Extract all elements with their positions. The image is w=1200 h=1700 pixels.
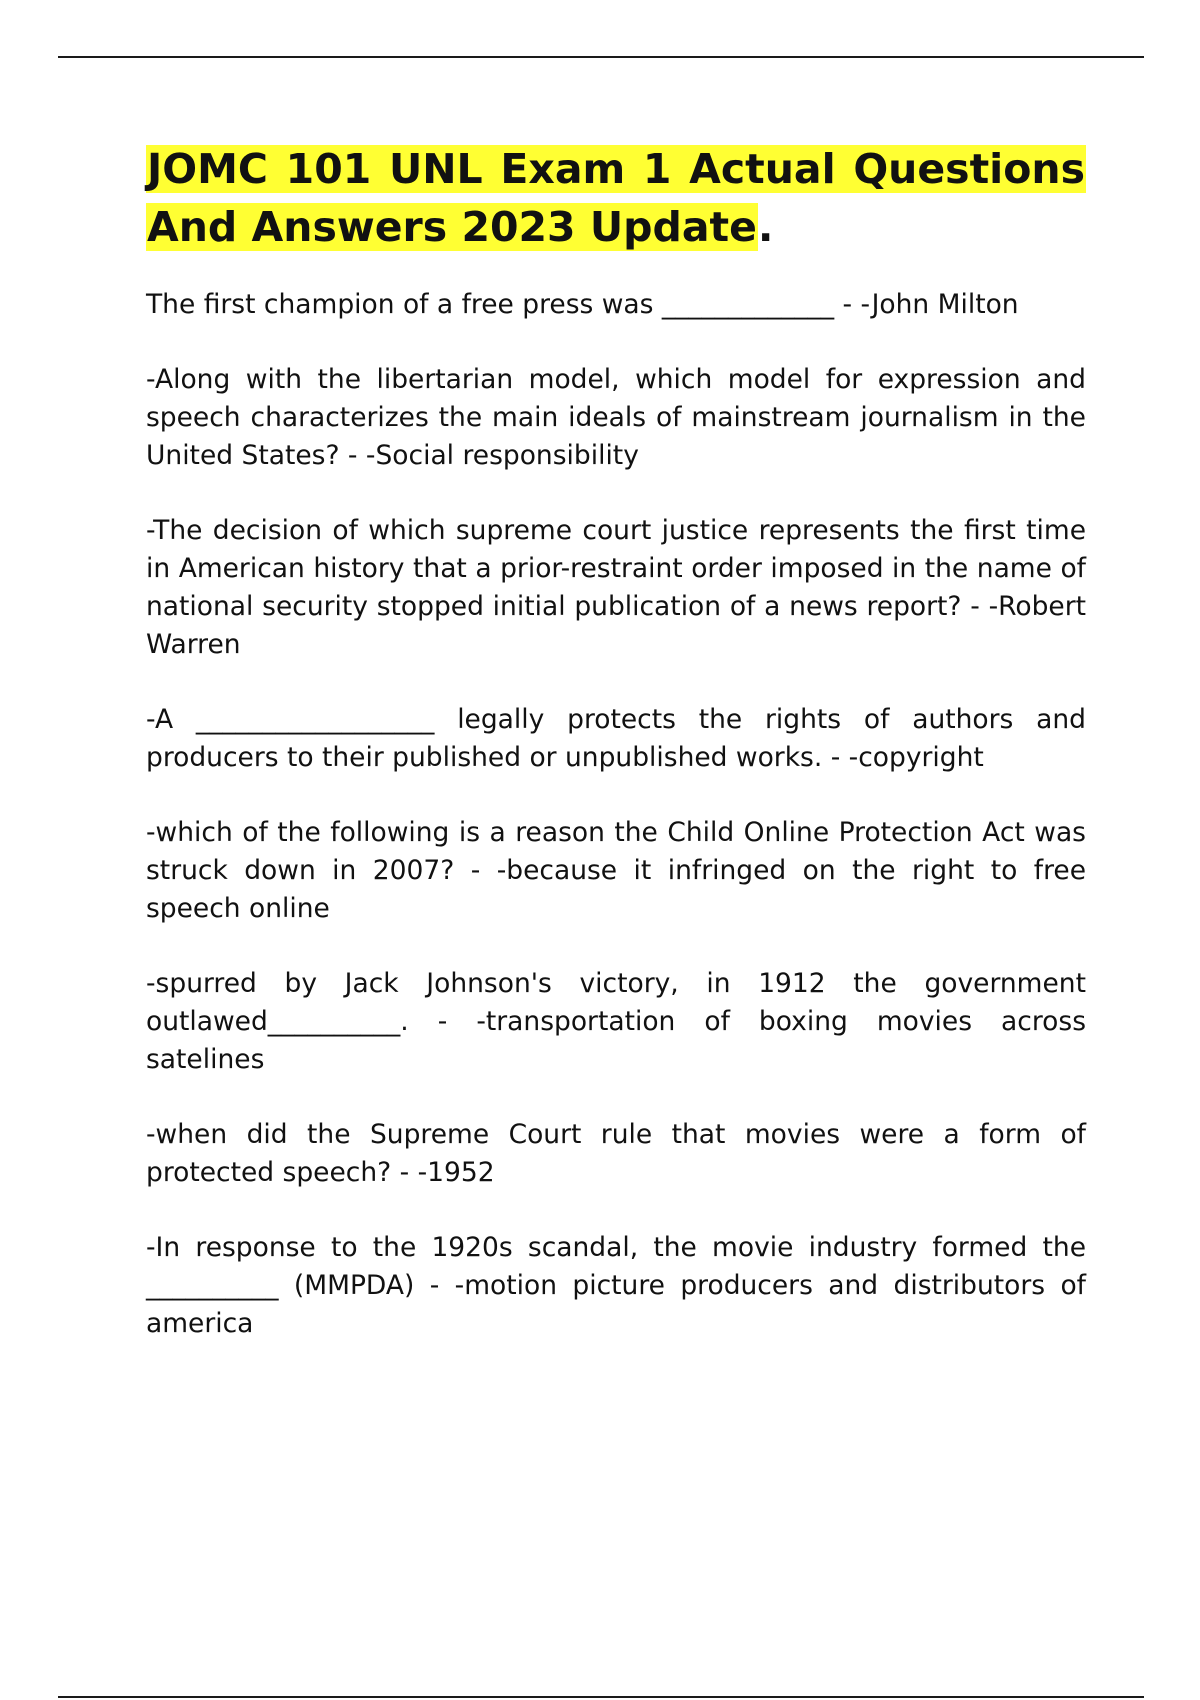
top-rule bbox=[58, 56, 1144, 58]
qa-item-2: -Along with the libertarian model, which model for expression and speech characterizes the main ideals of mainstream journalism in the United States? - -Social responsibility bbox=[146, 364, 1086, 471]
title-highlight: JOMC 101 UNL Exam 1 Actual Questions And Answers 2023 Update bbox=[147, 145, 1085, 251]
title-period: . bbox=[757, 203, 774, 251]
qa-item-7: -when did the Supreme Court rule that movies were a form of protected speech? - -1952 bbox=[146, 1119, 1086, 1188]
qa-item-3: -The decision of which supreme court justice represents the first time in American history that a prior-restraint order imposed in the name of national security stopped initial publication of a news report? - -Robert Warren bbox=[146, 515, 1086, 660]
bottom-rule bbox=[58, 1696, 1144, 1698]
document-title bbox=[146, 140, 1086, 256]
qa-item-6: -spurred by Jack Johnson's victory, in 1912 the government outlawed__________. - -transportation of boxing movies across satelines bbox=[146, 968, 1086, 1075]
qa-item-1: The first champion of a free press was _____________ - -John Milton bbox=[146, 289, 1019, 320]
qa-item-4: -A __________________ legally protects the rights of authors and producers to their published or unpublished works. - -copyright bbox=[146, 704, 1086, 773]
qa-item-8: -In response to the 1920s scandal, the movie industry formed the __________ (MMPDA) - -motion picture producers and distributors of america bbox=[146, 1232, 1086, 1339]
document-body bbox=[146, 140, 1086, 1380]
qa-list bbox=[146, 286, 1086, 1343]
qa-item-5: -which of the following is a reason the Child Online Protection Act was struck down in 2007? - -because it infringed on the right to free speech online bbox=[146, 817, 1086, 924]
